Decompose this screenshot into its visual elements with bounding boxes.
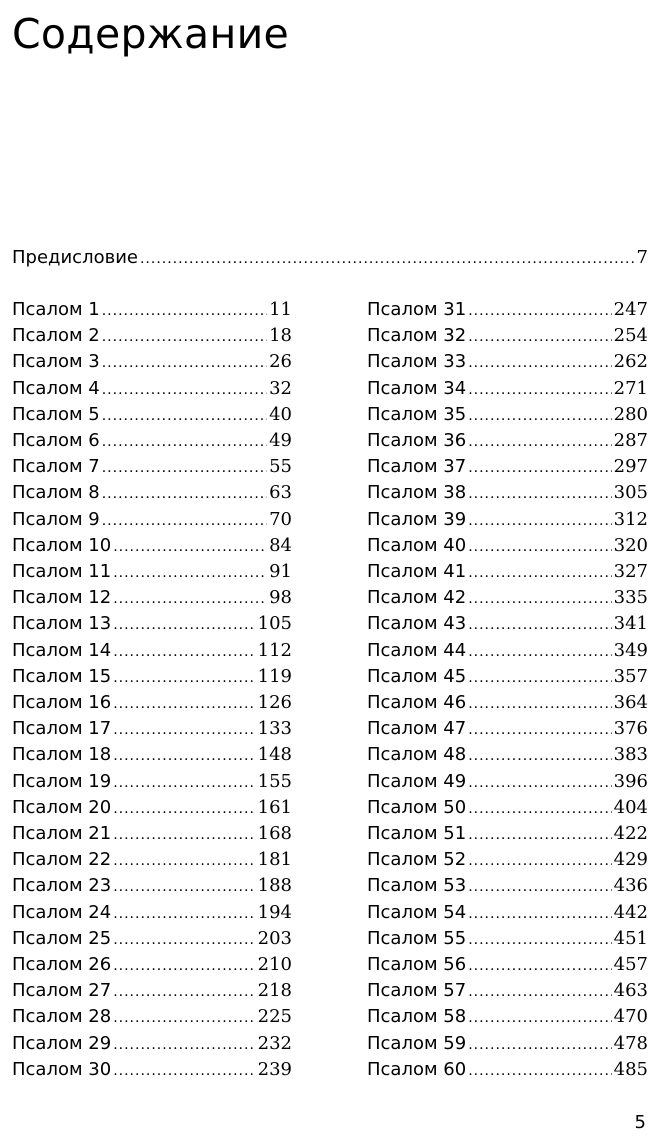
leader-dots <box>468 796 611 821</box>
toc-entry-label: Псалом 32 <box>367 325 467 347</box>
leader-dots <box>113 612 255 637</box>
toc-entry-label: Псалом 40 <box>367 534 467 556</box>
toc-entry-label: Псалом 55 <box>367 927 467 949</box>
leader-dots <box>468 848 611 873</box>
toc-entry-page: 341 <box>613 613 648 635</box>
toc-entry-page: 429 <box>613 849 648 871</box>
toc-entry-label: Псалом 28 <box>12 1006 112 1028</box>
toc-entry[interactable] <box>367 376 648 402</box>
leader-dots <box>113 953 255 978</box>
leader-dots <box>468 927 611 952</box>
leader-dots <box>468 874 611 899</box>
toc-entry-page: 422 <box>613 823 648 844</box>
toc-entry-label: Псалом 45 <box>367 665 467 687</box>
toc-entry-label: Псалом 27 <box>12 980 112 1002</box>
toc-entry[interactable] <box>367 873 648 899</box>
toc-entry-page: 126 <box>257 692 292 713</box>
toc-entry[interactable] <box>367 428 648 454</box>
toc-entry-label: Псалом 14 <box>12 639 112 661</box>
leader-dots <box>113 665 255 690</box>
toc-entry[interactable] <box>367 323 648 349</box>
leader-dots <box>468 717 611 742</box>
leader-dots <box>113 743 255 768</box>
toc-entry-page: 312 <box>613 508 648 530</box>
toc-entry-page: 478 <box>613 1032 648 1054</box>
leader-dots <box>113 822 255 847</box>
toc-entry-label: Псалом 60 <box>367 1058 467 1080</box>
toc-entry-page: 357 <box>613 665 648 687</box>
toc-entry-label: Псалом 56 <box>367 954 467 975</box>
toc-entry-label: Псалом 44 <box>367 639 467 661</box>
toc-entry-label: Предисловие <box>12 247 138 268</box>
leader-dots <box>102 455 267 480</box>
leader-dots <box>468 1032 611 1057</box>
toc-entry-preface[interactable] <box>12 245 648 271</box>
toc-entry-page: 210 <box>257 954 292 975</box>
toc-entry-label: Псалом 34 <box>367 377 467 399</box>
toc-entry-label: Псалом 41 <box>367 561 467 582</box>
toc-entry-label: Псалом 19 <box>12 770 112 792</box>
toc-entry-label: Псалом 13 <box>12 613 112 635</box>
toc-entry[interactable] <box>12 480 292 506</box>
toc-entry-label: Псалом 42 <box>367 587 467 609</box>
toc-entry[interactable] <box>367 716 648 742</box>
toc-entry-page: 327 <box>613 561 648 582</box>
leader-dots <box>468 455 611 480</box>
toc-entry-label: Псалом 21 <box>12 823 112 844</box>
leader-dots <box>113 770 255 795</box>
leader-dots <box>468 298 611 323</box>
leader-dots <box>468 350 611 375</box>
toc-entry[interactable] <box>12 559 292 585</box>
leader-dots <box>113 1058 255 1083</box>
toc-entry-page: 84 <box>269 534 292 556</box>
toc-entry-label: Псалом 1 <box>12 299 100 320</box>
leader-dots <box>113 848 255 873</box>
toc-entry[interactable] <box>12 716 292 742</box>
toc-entry-page: 349 <box>613 639 648 661</box>
toc-entry-label: Псалом 31 <box>367 299 467 320</box>
leader-dots <box>102 324 267 349</box>
toc-entry-label: Псалом 46 <box>367 692 467 713</box>
leader-dots <box>468 639 611 664</box>
toc-entry-label: Псалом 39 <box>367 508 467 530</box>
toc-entry-label: Псалом 51 <box>367 823 467 844</box>
leader-dots <box>140 246 635 271</box>
toc-entry-label: Псалом 47 <box>367 718 467 740</box>
toc-entry[interactable] <box>12 611 292 637</box>
toc-entry-label: Псалом 36 <box>367 430 467 451</box>
toc-entry-page: 203 <box>257 927 292 949</box>
toc-entry-page: 470 <box>613 1006 648 1028</box>
toc-entry-label: Псалом 10 <box>12 534 112 556</box>
toc-entry-label: Псалом 48 <box>367 744 467 766</box>
leader-dots <box>113 1032 255 1057</box>
toc-entry-page: 91 <box>269 561 292 582</box>
toc-entry-label: Псалом 6 <box>12 430 100 451</box>
toc-entry-page: 26 <box>269 351 292 373</box>
toc-entry[interactable] <box>12 978 292 1004</box>
toc-entry-page: 396 <box>613 770 648 792</box>
leader-dots <box>113 1005 255 1030</box>
toc-entry-page: 119 <box>257 665 292 687</box>
toc-entry-page: 335 <box>613 587 648 609</box>
toc-entry-label: Псалом 33 <box>367 351 467 373</box>
toc-entry-label: Псалом 49 <box>367 770 467 792</box>
leader-dots <box>113 691 255 716</box>
toc-entry[interactable] <box>367 585 648 611</box>
toc-entry-page: 161 <box>257 796 292 818</box>
toc-entry[interactable] <box>12 533 292 559</box>
toc-entry-page: 168 <box>257 823 292 844</box>
leader-dots <box>468 612 611 637</box>
toc-entry[interactable] <box>12 1004 292 1030</box>
toc-entry[interactable] <box>367 690 648 716</box>
toc-entry-label: Псалом 16 <box>12 692 112 713</box>
toc-entry-page: 55 <box>269 456 292 478</box>
toc-entry-page: 225 <box>257 1006 292 1028</box>
toc-entry[interactable] <box>12 926 292 952</box>
toc-entry-label: Псалом 7 <box>12 456 100 478</box>
leader-dots <box>468 901 611 926</box>
toc-entry-page: 404 <box>613 796 648 818</box>
leader-dots <box>113 874 255 899</box>
toc-entry[interactable] <box>12 297 292 323</box>
toc-entry-label: Псалом 2 <box>12 325 100 347</box>
toc-entry[interactable] <box>12 1057 292 1083</box>
leader-dots <box>102 350 267 375</box>
toc-entry[interactable] <box>367 402 648 428</box>
toc-entry-page: 7 <box>636 247 648 268</box>
toc-entry-label: Псалом 57 <box>367 980 467 1002</box>
leader-dots <box>468 953 611 978</box>
toc-entry-page: 40 <box>269 403 292 425</box>
toc-entry[interactable] <box>12 795 292 821</box>
toc-entry[interactable] <box>12 402 292 428</box>
page-title: Содержание <box>12 10 290 58</box>
toc-entry-page: 49 <box>269 430 292 451</box>
toc-entry-label: Псалом 54 <box>367 901 467 923</box>
toc-entry-page: 364 <box>613 692 648 713</box>
leader-dots <box>468 508 611 533</box>
leader-dots <box>468 822 611 847</box>
toc-entry-page: 463 <box>613 980 648 1002</box>
leader-dots <box>468 586 611 611</box>
toc-entry-page: 247 <box>613 299 648 320</box>
toc-entry[interactable] <box>12 952 292 978</box>
toc-entry-label: Псалом 58 <box>367 1006 467 1028</box>
toc-entry-label: Псалом 15 <box>12 665 112 687</box>
toc-entry-label: Псалом 5 <box>12 403 100 425</box>
toc-entry-label: Псалом 24 <box>12 901 112 923</box>
leader-dots <box>113 560 267 585</box>
toc-entry-page: 451 <box>613 927 648 949</box>
leader-dots <box>468 560 611 585</box>
toc-entry[interactable] <box>367 638 648 664</box>
leader-dots <box>102 298 267 323</box>
toc-entry[interactable] <box>367 349 648 375</box>
toc-entry[interactable] <box>367 900 648 926</box>
toc-entry[interactable] <box>367 926 648 952</box>
toc-entry[interactable] <box>367 795 648 821</box>
toc-entry-label: Псалом 52 <box>367 849 467 871</box>
toc-entry[interactable] <box>12 585 292 611</box>
toc-entry[interactable] <box>367 952 648 978</box>
toc-entry-page: 262 <box>613 351 648 373</box>
toc-entry-page: 63 <box>269 482 292 504</box>
toc-entry[interactable] <box>367 507 648 533</box>
toc-entry-page: 232 <box>257 1032 292 1054</box>
toc-entry-label: Псалом 30 <box>12 1058 112 1080</box>
toc-entry-label: Псалом 53 <box>367 875 467 897</box>
leader-dots <box>113 717 255 742</box>
leader-dots <box>113 979 255 1004</box>
toc-entry[interactable] <box>367 611 648 637</box>
toc-entry-page: 297 <box>613 456 648 478</box>
toc-entry[interactable] <box>367 769 648 795</box>
toc-entry-label: Псалом 43 <box>367 613 467 635</box>
toc-entry-label: Псалом 9 <box>12 508 100 530</box>
toc-entry-page: 436 <box>613 875 648 897</box>
toc-entry[interactable] <box>367 533 648 559</box>
toc-entry-label: Псалом 12 <box>12 587 112 609</box>
toc-entry[interactable] <box>367 454 648 480</box>
toc-entry[interactable] <box>12 900 292 926</box>
leader-dots <box>468 979 611 1004</box>
leader-dots <box>468 743 611 768</box>
toc-entry[interactable] <box>367 847 648 873</box>
toc-entry[interactable] <box>12 428 292 454</box>
toc-entry-label: Псалом 26 <box>12 954 112 975</box>
toc-entry-page: 305 <box>613 482 648 504</box>
leader-dots <box>468 403 611 428</box>
toc-entry[interactable] <box>12 349 292 375</box>
toc-entry[interactable] <box>12 1031 292 1057</box>
toc-entry[interactable] <box>12 847 292 873</box>
toc-entry-page: 98 <box>269 587 292 609</box>
toc-entry[interactable] <box>12 664 292 690</box>
page-number: 5 <box>634 1112 646 1133</box>
leader-dots <box>468 665 611 690</box>
leader-dots <box>113 534 267 559</box>
toc-entry-label: Псалом 37 <box>367 456 467 478</box>
toc-entry-page: 287 <box>613 430 648 451</box>
toc-entry[interactable] <box>367 559 648 585</box>
toc-entry-label: Псалом 59 <box>367 1032 467 1054</box>
toc-entry-label: Псалом 50 <box>367 796 467 818</box>
leader-dots <box>102 481 267 506</box>
toc-entry[interactable] <box>367 1031 648 1057</box>
leader-dots <box>113 639 255 664</box>
toc-entry-label: Псалом 3 <box>12 351 100 373</box>
leader-dots <box>468 377 611 402</box>
leader-dots <box>468 481 611 506</box>
toc-entry-label: Псалом 23 <box>12 875 112 897</box>
toc-entry-page: 18 <box>269 325 292 347</box>
toc-entry[interactable] <box>12 742 292 768</box>
leader-dots <box>102 508 267 533</box>
toc-entry[interactable] <box>12 454 292 480</box>
toc-entry[interactable] <box>12 690 292 716</box>
toc-entry-page: 254 <box>613 325 648 347</box>
toc-entry-page: 218 <box>257 980 292 1002</box>
toc-entry-label: Псалом 35 <box>367 403 467 425</box>
toc-entry-label: Псалом 29 <box>12 1032 112 1054</box>
toc-entry-page: 148 <box>257 744 292 766</box>
leader-dots <box>102 429 267 454</box>
toc-entry-page: 383 <box>613 744 648 766</box>
toc-entry-page: 442 <box>613 901 648 923</box>
toc-entry-page: 376 <box>613 718 648 740</box>
toc-entry[interactable] <box>12 821 292 847</box>
toc-entry-page: 11 <box>269 299 292 320</box>
toc-entry[interactable] <box>12 769 292 795</box>
toc-entry-page: 320 <box>613 534 648 556</box>
toc-entry-label: Псалом 8 <box>12 482 100 504</box>
toc-entry[interactable] <box>12 323 292 349</box>
toc-entry-page: 112 <box>257 639 292 661</box>
leader-dots <box>102 403 267 428</box>
toc-entry-label: Псалом 11 <box>12 561 112 582</box>
toc-entry-label: Псалом 25 <box>12 927 112 949</box>
toc-entry-page: 70 <box>269 508 292 530</box>
leader-dots <box>468 691 611 716</box>
leader-dots <box>113 796 255 821</box>
toc-entry-page: 457 <box>613 954 648 975</box>
toc-entry[interactable] <box>367 978 648 1004</box>
toc-entry[interactable] <box>367 821 648 847</box>
leader-dots <box>113 586 267 611</box>
leader-dots <box>468 770 611 795</box>
toc-entry-label: Псалом 22 <box>12 849 112 871</box>
leader-dots <box>113 927 255 952</box>
toc-entry[interactable] <box>367 480 648 506</box>
toc-entry-page: 32 <box>269 377 292 399</box>
leader-dots <box>468 1005 611 1030</box>
toc-entry-label: Псалом 18 <box>12 744 112 766</box>
leader-dots <box>113 901 255 926</box>
toc-entry-page: 133 <box>257 718 292 740</box>
toc-entry[interactable] <box>12 873 292 899</box>
toc-entry-page: 194 <box>257 901 292 923</box>
toc-entry-label: Псалом 17 <box>12 718 112 740</box>
toc-entry[interactable] <box>367 297 648 323</box>
leader-dots <box>102 377 267 402</box>
toc-entry[interactable] <box>367 664 648 690</box>
toc-entry-page: 271 <box>613 377 648 399</box>
toc-entry[interactable] <box>367 1004 648 1030</box>
toc-entry-page: 485 <box>613 1058 648 1080</box>
toc-entry[interactable] <box>367 742 648 768</box>
toc-entry[interactable] <box>12 507 292 533</box>
leader-dots <box>468 1058 611 1083</box>
toc-entry[interactable] <box>12 376 292 402</box>
toc-entry-page: 188 <box>257 875 292 897</box>
leader-dots <box>468 534 611 559</box>
toc-entry[interactable] <box>12 638 292 664</box>
leader-dots <box>468 429 611 454</box>
toc-entry[interactable] <box>367 1057 648 1083</box>
toc-entry-label: Псалом 38 <box>367 482 467 504</box>
toc-entry-page: 181 <box>257 849 292 871</box>
toc-entry-page: 239 <box>257 1058 292 1080</box>
toc-entry-label: Псалом 20 <box>12 796 112 818</box>
toc-entry-page: 280 <box>613 403 648 425</box>
toc-entry-page: 105 <box>257 613 292 635</box>
leader-dots <box>468 324 611 349</box>
toc-entry-label: Псалом 4 <box>12 377 100 399</box>
toc-entry-page: 155 <box>257 770 292 792</box>
